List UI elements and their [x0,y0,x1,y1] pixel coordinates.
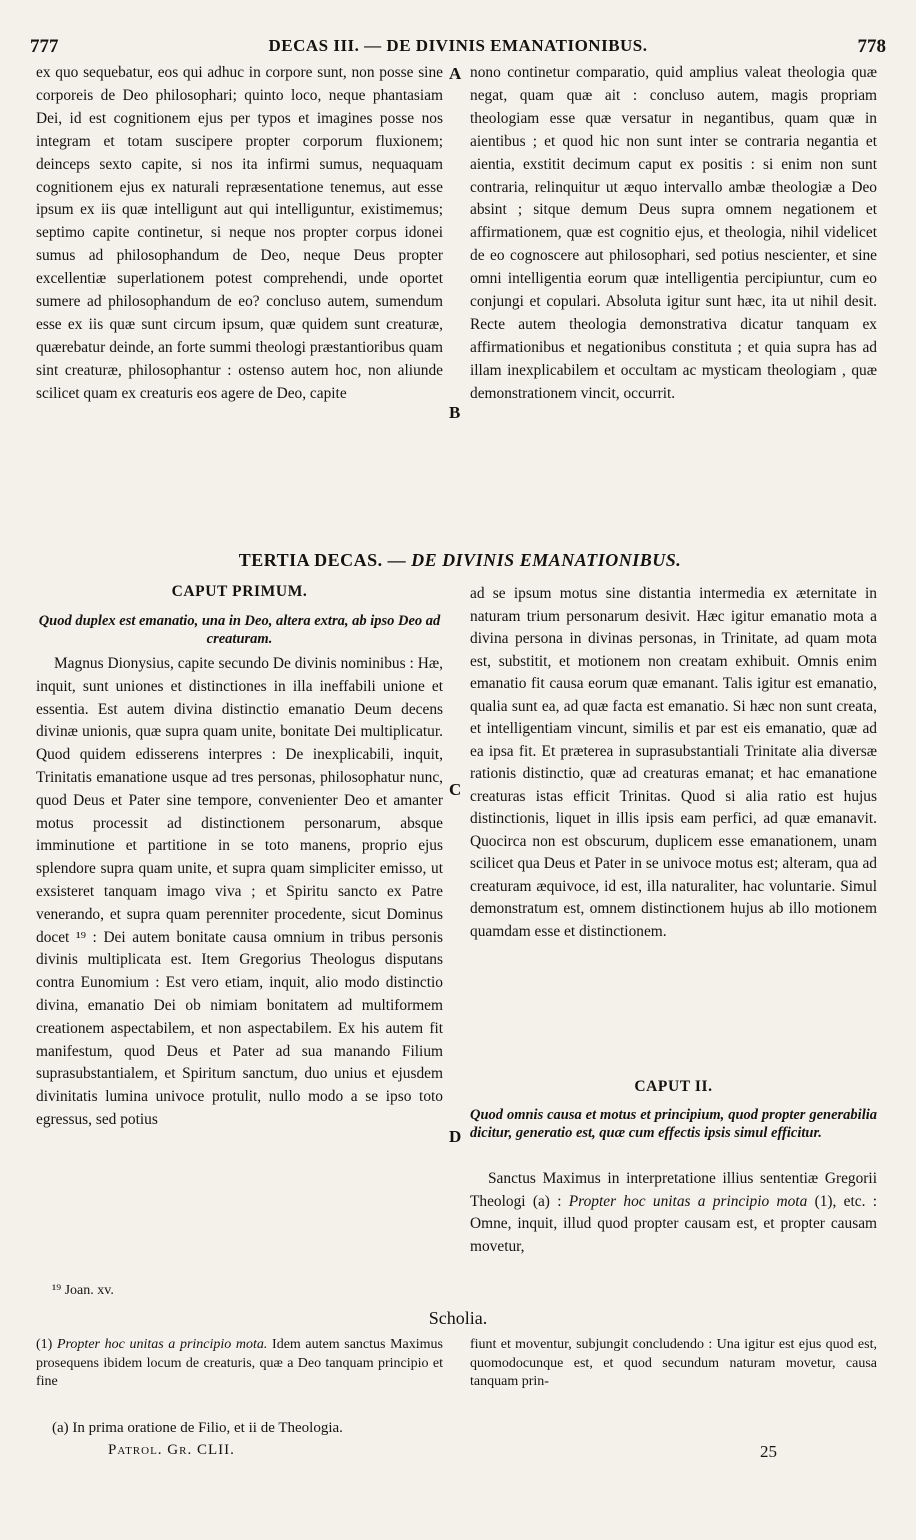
top-right-column [470,62,877,406]
section-title-plain: TERTIA DECAS. — [238,550,407,570]
margin-letter-a: A [449,64,462,83]
series-line: Patrol. Gr. CLII. [108,1442,235,1458]
scholia-left [36,1336,443,1392]
chapter-2-paragraph [470,1168,877,1258]
scholia-title: Scholia. [428,1308,488,1328]
top-left-column [36,62,443,406]
running-head [30,36,886,60]
chapter-1-right-paragraph: ad se ipsum motus sine distantia intermedia ex æternitate in naturam trium personarum desivit. Hæc igitur emanatio mota a divina persona in divinas personas, in Trinitate, ad quam mota est, substitit, et motionem non creatam exhibuit. Omnis enim emanatio fit causa eorum quæ emanant. Talis igitur est emanatio, qualia sunt ea, ad quæ facta est emanatio. Si hæc non sunt creata, et intelligentiam vincunt, similis et par est eis emanatio, quæ ad ea ipsa fit. Et præterea in suprasubstantiali Trinitate alia diversæ rationis distinctio, quæ ad creaturas emanat; et hac emanatione creaturas istas efficit Trinitas. Quod si alia ratio est hujus distinctionis, liquet in illis ipsis eam perfici, ad quæ emanavit. Quocirca non est obscurum, duplicem esse emanationem, unam scilicet qua Deus et Pater in se univoce motus est; alteram, qua ad creaturam æquivoce, id est, illa naturaliter, hac voluntarie. Simul demonstratum est, omnem distinctionem hujus ab illo motionem quamdam esse et distinctionem. [470,585,877,940]
page-number-right: 778 [857,36,886,57]
chapter-1-right-column [470,583,877,943]
chapter-2-text-rest: (1), etc. : Omne, inquit, illud quod propter causam est, et propter causam movetur, [470,1192,877,1255]
chapter-2-text-italic: Propter hoc unitas a principio mota [568,1192,808,1210]
section-title-italic: DE DIVINIS EMANATIONIBUS. [411,550,682,570]
scholia-left-italic: Propter hoc unitas a principio mota. [56,1337,268,1352]
running-title: DECAS III. — DE DIVINIS EMANATIONIBUS. [268,36,648,55]
chapter-2-subtitle: Quod omnis causa et motus et principium, quod propter generabilia dicitur, generatio est, quæ cum effectis ipsis simul efficitur. [470,1107,877,1141]
chapter-1-title: CAPUT PRIMUM. [171,583,308,600]
scholia-right: fiunt et moventur, subjungit concludendo : Una igitur est ejus quod est, quomodocunque est, et quod secundum naturam movetur, causa tanquam prin- [470,1337,877,1389]
chapter-1-left-paragraph: Magnus Dionysius, capite secundo De divinis nominibus : Hæ, inquit, sunt uniones et distinctiones in illa ineffabili unione et essentia. Est autem divina distinctio emanatio Deum decens divinæ unionis, quæ supra quam unite, bonitate Dei multiplicatur. Quod quidem edisserens interpres : De inexplicabili, inquit, Trinitatis emanatione usque ad tres personas, philosophatur nunc, quod Deus et Pater sine tempore, convenienter Deo et amanter motus processit ad distinctionem personarum, absque imminutione et partitione in se toto manens, proprio ejus splendore supra quam unite, et supra quam simpliciter emisso, ut exsisteret tanquam imago viva ; et Spiritu sancto ex Patre venerando, et supra quam perenniter procedente, sicut Dominus docet ¹⁹ : Dei autem bonitate causa omnium in tribus personis divinis multiplicata est. Item Gregorius Theologus disputans contra Eunomium : Est vero etiam, inquit, alio modo distinctio divina, emanatio Dei ob nimiam bonitatem ad multiformem creationem aspectabilem, et non aspectabilem. Ex his autem fit manifestum, quod Deus et Pater ad sua manando Filium suprasubstantialem, et Spiritum sanctum, duo unius et ejusdem divinitatis lumina univoce protulit, nullo modo a se ipso toto egressus, sed potius [36,655,443,1128]
top-left-paragraph: ex quo sequebatur, eos qui adhuc in corpore sunt, non posse sine corporeis de Deo philosophari; quinto loco, neque phantasiam Dei, id est cognitionem ejus per typos et imagines posse nos integram et totam suscipere propter corporum fluxionem; deinceps sexto capite, si nos ita infirmi sumus, nequaquam cognitionem ejus ex naturali repræsentatione tenemus, aut esse ipsum ex iis quæ intelligunt aut qui intelliguntur, existimemus; septimo capite continetur, si neque nos propter corpus idonei sumus ad philosophandum de Deo, neque Deus propter excellentiæ superlationem potest comprehendi, unde oportet sumere ad philosophandum de eo? concluso autem, sumendum esse ex iis quæ sunt circum ipsum, quæ quidem sunt creaturæ, quærebatur deinde, an forte summi theologi præstantioribus quam sint creaturæ, philosophantur : ostenso autem hoc, non aliunde scilicet quam ex creaturis eos agere de Deo, capite [36,64,443,402]
chapter-2-column [470,1168,877,1258]
chapter-2-title: CAPUT II. [634,1078,713,1095]
top-right-paragraph: nono continetur comparatio, quid amplius valeat theologia quæ negat, quam quæ ait : concluso autem, magis propriam theologiam esse quæ versatur in negantibus, quam quæ in aientibus ; et quod hic non sunt inter se contraria negantia et aientia, exstitit decimum caput ex positis : si enim non sunt contraria, relinquitur ut æquo intervallo ambæ theologiæ a Deo absint ; sitque demum Deus supra omnem negationem et affirmationem, quæ est cognitio ejus, et theologia, nihil videlicet de eo cognoscere aut philosophari, sed potius nescienter, et sine omni intelligentia eorum quæ intelligentia percipiuntur, cum eo conjungi et copulari. Absoluta igitur sunt hæc, ita ut nihil desit. Recte autem theologia demonstrativa dicatur tanquam ex affirmationibus et negationibus constituta ; et quia supra has ad illam inexplicabilem et occultam ac mysticam theologiam , quæ demonstrationem vincit, occurrit. [470,64,877,402]
margin-letter-c: C [449,780,462,799]
chapter-1-left-column [36,653,443,1132]
section-title [60,550,860,571]
editorial-note: (a) In prima oratione de Filio, et ii de Theologia. [52,1420,343,1436]
footnote: ¹⁹ Joan. xv. [52,1283,114,1298]
margin-letter-d: D [449,1127,462,1146]
scholia-left-number: (1) [36,1337,57,1352]
chapter-2-text-lead: Sanctus Maximus in interpretatione illius sententiæ Gregorii Theologi (a) : [470,1170,877,1210]
scholia-left-text: Idem autem sanctus Maximus prosequens ibidem locum de creaturis, quæ a Deo tanquam principio et fine [36,1337,443,1389]
margin-letter-b: B [449,403,461,422]
signature-number: 25 [760,1442,777,1461]
page-number-left: 777 [30,36,59,57]
chapter-1-subtitle: Quod duplex est emanatio, una in Deo, altera extra, ab ipso Deo ad creaturam. [38,613,441,647]
